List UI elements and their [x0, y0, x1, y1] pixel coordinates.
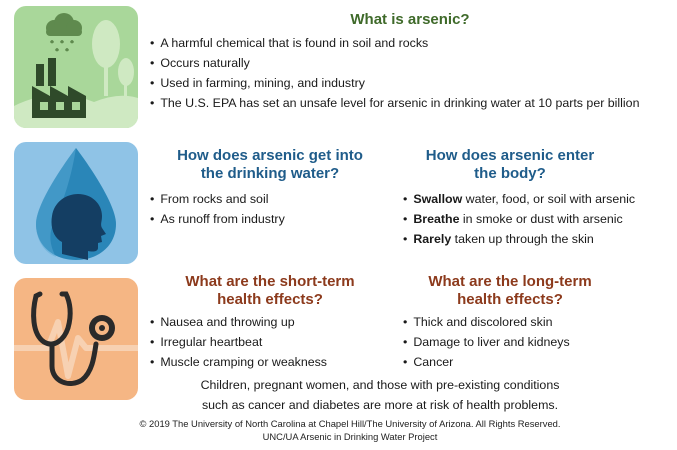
section-into-water-title: [160, 147, 380, 183]
enter-body-list: [403, 189, 635, 249]
list-item: • Damage to liver and kidneys: [403, 332, 570, 352]
title-line-1: What are the long-term: [428, 273, 592, 290]
emphasis-word: Breathe: [413, 212, 460, 226]
list-item: • From rocks and soil: [150, 189, 285, 209]
note-line-2: such as cancer and diabetes are more at risk of health problems.: [201, 398, 559, 412]
into-water-list: [150, 189, 285, 229]
what-is-arsenic-list: [150, 33, 639, 113]
emphasis-word: Swallow: [413, 192, 463, 206]
list-item: • A harmful chemical that is found in soil and rocks: [150, 33, 639, 53]
list-item: • Muscle cramping or weakness: [150, 352, 327, 372]
risk-note: [150, 375, 610, 415]
list-item: [403, 189, 635, 209]
list-item: • Cancer: [403, 352, 570, 372]
bullet-text: in smoke or dust with arsenic: [459, 212, 623, 226]
title-line-2: health effects?: [217, 291, 323, 308]
bullet-text: water, food, or soil with arsenic: [462, 192, 636, 206]
list-item: [403, 209, 635, 229]
list-item: • The U.S. EPA has set an unsafe level for arsenic in drinking water at 10 parts per billion: [150, 93, 639, 113]
factory-nature-icon: [14, 6, 138, 128]
title-line-2: health effects?: [457, 291, 563, 308]
list-item: [403, 229, 635, 249]
list-item: • Used in farming, mining, and industry: [150, 73, 639, 93]
section-short-term-title: [160, 273, 380, 309]
head-in-water-drop-icon: [14, 142, 138, 264]
title-line-1: What are the short-term: [185, 273, 355, 290]
copyright-footer: [100, 417, 600, 443]
short-term-list: [150, 312, 327, 372]
list-item: • Thick and discolored skin: [403, 312, 570, 332]
list-item: • As runoff from industry: [150, 209, 285, 229]
title-line-2: the body?: [474, 165, 546, 182]
list-item: • Nausea and throwing up: [150, 312, 327, 332]
list-item: • Irregular heartbeat: [150, 332, 327, 352]
footer-line-2: UNC/UA Arsenic in Drinking Water Project: [262, 431, 438, 442]
bullet-text: taken up through the skin: [451, 232, 594, 246]
footer-line-1: © 2019 The University of North Carolina at Chapel Hill/The University of Arizona. All Rights Reserved.: [139, 418, 561, 429]
section-enter-body-title: [400, 147, 620, 183]
title-line-2: the drinking water?: [200, 165, 340, 182]
title-line-1: How does arsenic get into: [177, 147, 363, 164]
long-term-list: [403, 312, 570, 372]
emphasis-word: Rarely: [413, 232, 452, 246]
section-long-term-title: [400, 273, 620, 309]
section-what-is-arsenic-title: What is arsenic?: [350, 11, 470, 28]
list-item: • Occurs naturally: [150, 53, 639, 73]
stethoscope-icon: [14, 278, 138, 400]
title-line-1: How does arsenic enter: [425, 147, 595, 164]
note-line-1: Children, pregnant women, and those with pre-existing conditions: [200, 378, 560, 392]
